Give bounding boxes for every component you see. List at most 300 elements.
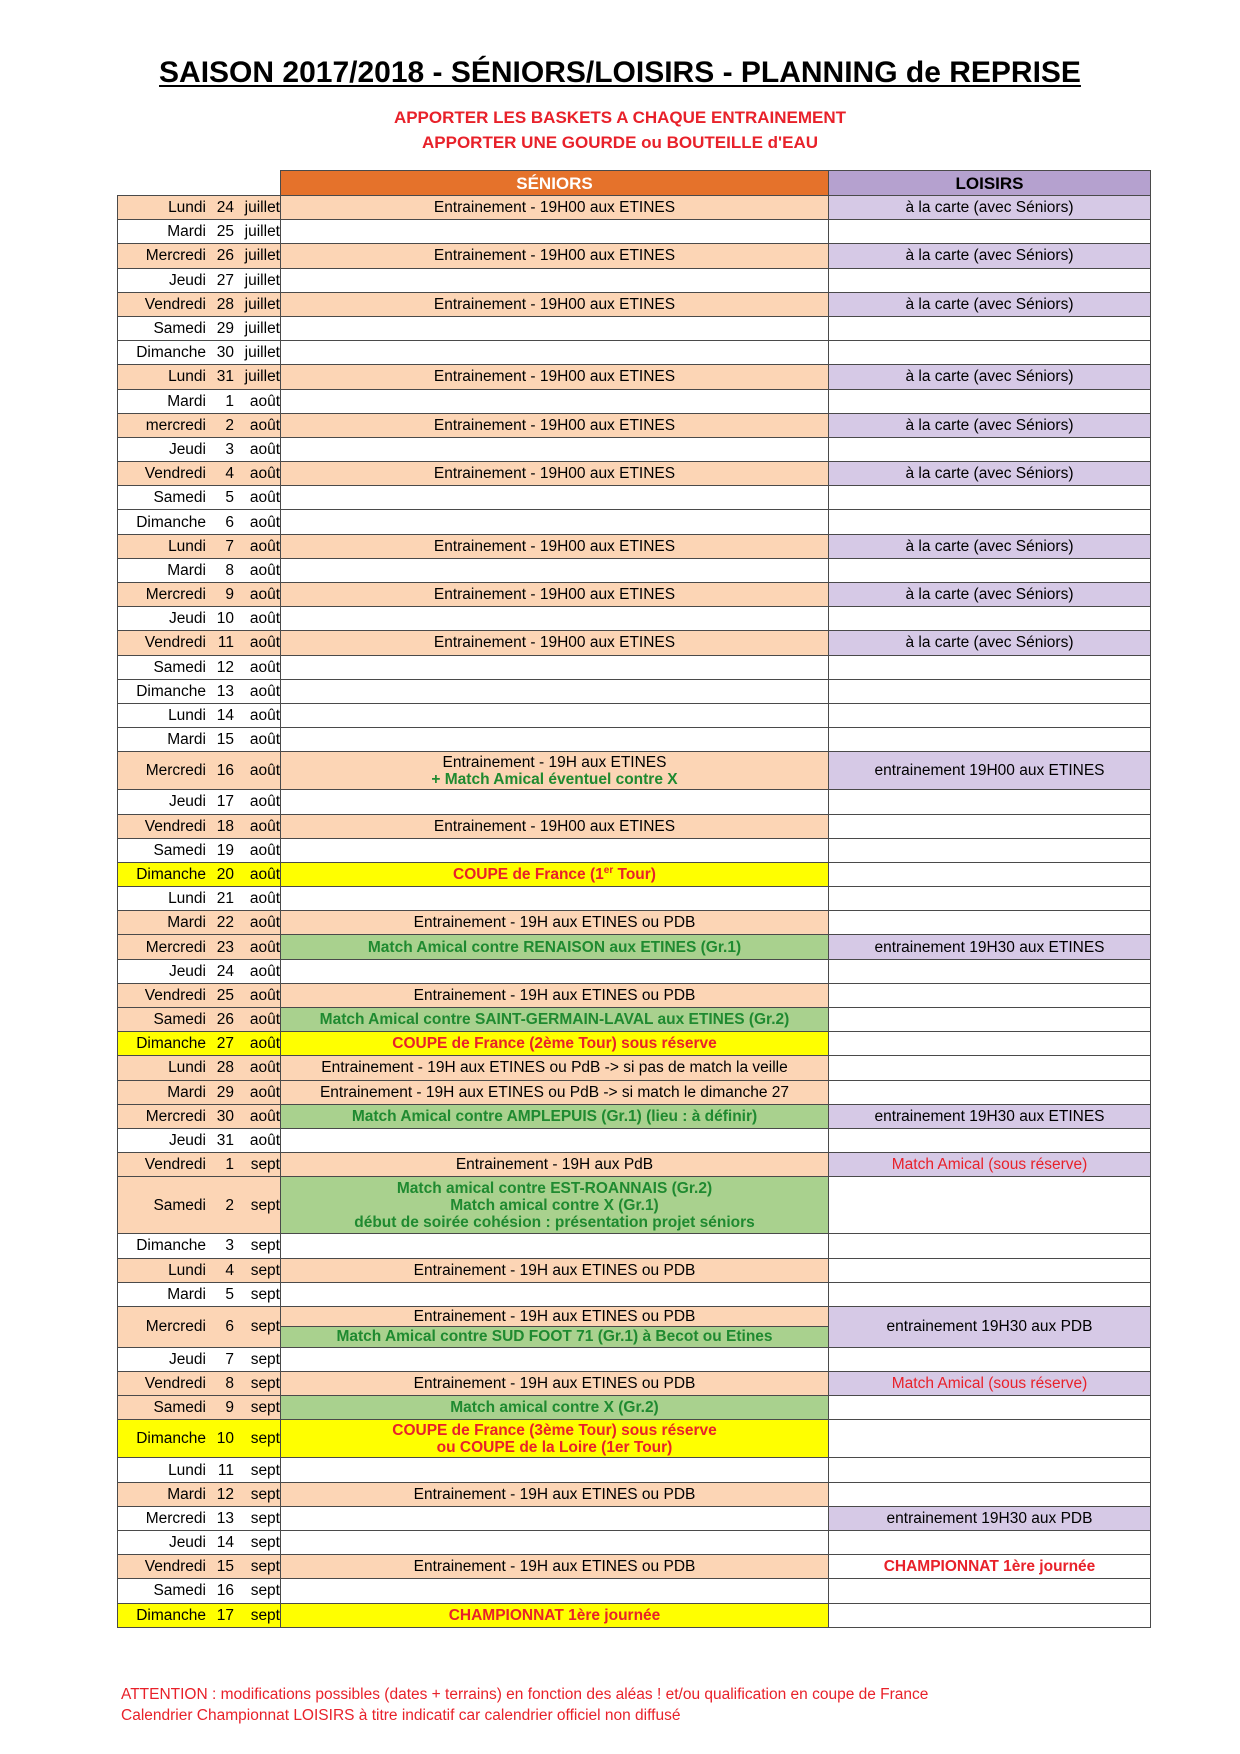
loisirs-cell bbox=[829, 462, 1151, 486]
date-cell bbox=[118, 911, 281, 935]
seniors-activity bbox=[281, 1059, 828, 1076]
table-row bbox=[118, 1420, 1151, 1458]
date-cell bbox=[118, 292, 281, 316]
seniors-cell bbox=[281, 983, 829, 1007]
month-name: juillet bbox=[244, 247, 280, 265]
date-cell bbox=[118, 1531, 281, 1555]
seniors-cell bbox=[281, 1420, 829, 1458]
table-row bbox=[118, 679, 1151, 703]
date-cell bbox=[118, 1153, 281, 1177]
seniors-cell bbox=[281, 220, 829, 244]
day-number: 9 bbox=[225, 586, 234, 604]
table-row bbox=[118, 1128, 1151, 1152]
loisirs-activity: à la carte (avec Séniors) bbox=[905, 295, 1074, 313]
day-number: 26 bbox=[216, 1011, 234, 1029]
seniors-activity-text: Entrainement - 19H00 aux ETINES bbox=[433, 465, 676, 483]
footer-notes bbox=[121, 1684, 928, 1726]
day-number: 14 bbox=[216, 1534, 234, 1552]
loisirs-cell bbox=[829, 1080, 1151, 1104]
seniors-cell bbox=[281, 365, 829, 389]
seniors-activity bbox=[281, 1156, 828, 1173]
date-cell bbox=[118, 316, 281, 340]
date-cell bbox=[118, 1234, 281, 1258]
loisirs-cell bbox=[829, 413, 1151, 437]
seniors-cell bbox=[281, 1056, 829, 1080]
date-cell bbox=[118, 814, 281, 838]
day-name: Mardi bbox=[167, 1083, 206, 1101]
seniors-activity bbox=[281, 1399, 828, 1416]
note-baskets: APPORTER LES BASKETS A CHAQUE ENTRAINEMENT bbox=[393, 108, 847, 127]
month-name: août bbox=[249, 962, 280, 980]
day-name: Jeudi bbox=[168, 962, 206, 980]
month-name: sept bbox=[250, 1318, 280, 1336]
seniors-activity bbox=[281, 771, 828, 788]
day-name: Lundi bbox=[168, 707, 206, 725]
table-row bbox=[118, 1306, 1151, 1347]
seniors-cell bbox=[281, 1482, 829, 1506]
table-row bbox=[118, 341, 1151, 365]
seniors-cell bbox=[281, 341, 829, 365]
table-row bbox=[118, 814, 1151, 838]
seniors-cell bbox=[281, 862, 829, 886]
table-row bbox=[118, 1282, 1151, 1306]
date-cell bbox=[118, 1080, 281, 1104]
seniors-activity bbox=[281, 1108, 828, 1125]
date-cell bbox=[118, 341, 281, 365]
footer-disclaimer: Calendrier Championnat LOISIRS à titre indicatif car calendrier officiel non diffusé bbox=[121, 1707, 681, 1724]
day-number: 15 bbox=[216, 731, 234, 749]
day-number: 19 bbox=[216, 841, 234, 859]
seniors-activity bbox=[281, 1375, 828, 1392]
seniors-activity-text: Entrainement - 19H aux ETINES ou PDB bbox=[413, 1485, 696, 1503]
seniors-activity-text: Entrainement - 19H00 aux ETINES bbox=[433, 368, 676, 386]
day-name: Samedi bbox=[153, 320, 206, 338]
day-name: Mercredi bbox=[145, 1107, 206, 1125]
seniors-cell bbox=[281, 1008, 829, 1032]
day-number: 17 bbox=[216, 1606, 234, 1624]
loisirs-cell bbox=[829, 292, 1151, 316]
month-name: août bbox=[249, 1035, 280, 1053]
seniors-activity: Match Amical contre SUD FOOT 71 (Gr.1) à Becot ou Etines bbox=[281, 1327, 828, 1347]
table-row bbox=[118, 1032, 1151, 1056]
month-name: août bbox=[249, 586, 280, 604]
day-number: 11 bbox=[217, 634, 234, 652]
loisirs-cell bbox=[829, 1032, 1151, 1056]
loisirs-cell bbox=[829, 1153, 1151, 1177]
table-row bbox=[118, 1603, 1151, 1627]
day-name: Samedi bbox=[153, 841, 206, 859]
day-number: 23 bbox=[216, 938, 234, 956]
date-cell bbox=[118, 631, 281, 655]
loisirs-cell bbox=[829, 1234, 1151, 1258]
table-row bbox=[118, 1234, 1151, 1258]
table-row bbox=[118, 1347, 1151, 1371]
seniors-cell bbox=[281, 268, 829, 292]
seniors-cell bbox=[281, 607, 829, 631]
table-row bbox=[118, 862, 1151, 886]
day-number: 16 bbox=[216, 762, 234, 780]
day-number: 8 bbox=[225, 561, 234, 579]
day-name: Jeudi bbox=[168, 440, 206, 458]
day-number: 30 bbox=[216, 344, 234, 362]
month-name: sept bbox=[250, 1375, 280, 1393]
day-number: 14 bbox=[216, 707, 234, 725]
seniors-activity-text: Entrainement - 19H aux ETINES ou PdB -> si pas de match la veille bbox=[321, 1059, 788, 1077]
date-cell bbox=[118, 838, 281, 862]
date-cell bbox=[118, 1258, 281, 1282]
day-name: Lundi bbox=[168, 368, 206, 386]
date-cell bbox=[118, 1555, 281, 1579]
month-name: août bbox=[249, 634, 280, 652]
month-name: août bbox=[249, 1011, 280, 1029]
seniors-activity-text: Match amical contre X (Gr.2) bbox=[450, 1399, 659, 1417]
loisirs-activity: entrainement 19H30 aux PDB bbox=[886, 1509, 1093, 1527]
loisirs-cell bbox=[829, 703, 1151, 727]
table-row bbox=[118, 887, 1151, 911]
loisirs-cell bbox=[829, 935, 1151, 959]
loisirs-cell bbox=[829, 220, 1151, 244]
seniors-cell bbox=[281, 1258, 829, 1282]
date-cell bbox=[118, 389, 281, 413]
table-row bbox=[118, 983, 1151, 1007]
seniors-cell bbox=[281, 462, 829, 486]
seniors-cell bbox=[281, 244, 829, 268]
loisirs-cell bbox=[829, 389, 1151, 413]
table-row bbox=[118, 655, 1151, 679]
month-name: août bbox=[249, 1083, 280, 1101]
day-number: 10 bbox=[216, 1430, 234, 1448]
header-loisirs: LOISIRS bbox=[829, 171, 1151, 196]
seniors-cell bbox=[281, 534, 829, 558]
schedule-body bbox=[118, 196, 1151, 1628]
month-name: juillet bbox=[244, 368, 280, 386]
month-name: sept bbox=[250, 1430, 280, 1448]
day-number: 2 bbox=[225, 1196, 234, 1214]
month-name: août bbox=[249, 513, 280, 531]
seniors-cell bbox=[281, 1458, 829, 1482]
loisirs-cell bbox=[829, 983, 1151, 1007]
date-cell bbox=[118, 679, 281, 703]
seniors-activity-text: + Match Amical éventuel contre X bbox=[431, 770, 678, 788]
seniors-activity-text: Entrainement - 19H00 aux ETINES bbox=[433, 586, 676, 604]
loisirs-cell bbox=[829, 911, 1151, 935]
day-name: Samedi bbox=[153, 1582, 206, 1600]
seniors-activity bbox=[281, 586, 828, 603]
seniors-activity-text: Entrainement - 19H00 aux ETINES bbox=[433, 537, 676, 555]
date-cell bbox=[118, 1420, 281, 1458]
seniors-cell bbox=[281, 510, 829, 534]
day-name: Vendredi bbox=[144, 1156, 206, 1174]
table-row bbox=[118, 607, 1151, 631]
seniors-activity-text: COUPE de France (2ème Tour) sous réserve bbox=[392, 1035, 717, 1053]
day-number: 31 bbox=[216, 1132, 234, 1150]
seniors-activity-text: CHAMPIONNAT 1ère journée bbox=[448, 1606, 661, 1624]
month-name: juillet bbox=[244, 199, 280, 217]
day-name: Vendredi bbox=[144, 1375, 206, 1393]
table-row bbox=[118, 1008, 1151, 1032]
month-name: sept bbox=[250, 1461, 280, 1479]
day-number: 3 bbox=[225, 440, 234, 458]
loisirs-cell bbox=[829, 1482, 1151, 1506]
loisirs-cell bbox=[829, 1306, 1151, 1347]
loisirs-cell bbox=[829, 887, 1151, 911]
month-name: sept bbox=[250, 1485, 280, 1503]
month-name: juillet bbox=[244, 344, 280, 362]
day-name: Samedi bbox=[153, 489, 206, 507]
month-name: août bbox=[249, 416, 280, 434]
day-number: 10 bbox=[216, 610, 234, 628]
seniors-activity bbox=[281, 1214, 828, 1231]
seniors-cell bbox=[281, 437, 829, 461]
day-number: 9 bbox=[225, 1399, 234, 1417]
loisirs-cell bbox=[829, 752, 1151, 790]
loisirs-activity: à la carte (avec Séniors) bbox=[905, 537, 1074, 555]
day-number: 2 bbox=[225, 416, 234, 434]
loisirs-cell bbox=[829, 1008, 1151, 1032]
seniors-activity bbox=[281, 1558, 828, 1575]
date-cell bbox=[118, 790, 281, 814]
date-cell bbox=[118, 1579, 281, 1603]
date-cell bbox=[118, 1282, 281, 1306]
date-cell bbox=[118, 268, 281, 292]
date-cell bbox=[118, 413, 281, 437]
table-row bbox=[118, 583, 1151, 607]
loisirs-cell bbox=[829, 583, 1151, 607]
table-row bbox=[118, 558, 1151, 582]
date-cell bbox=[118, 752, 281, 790]
seniors-activity-text: Entrainement - 19H aux ETINES ou PDB bbox=[413, 914, 696, 932]
seniors-activity-text: Entrainement - 19H aux ETINES ou PdB -> si match le dimanche 27 bbox=[319, 1083, 790, 1101]
date-cell bbox=[118, 583, 281, 607]
seniors-cell bbox=[281, 814, 829, 838]
day-number: 27 bbox=[216, 271, 234, 289]
month-name: août bbox=[249, 914, 280, 932]
day-name: Mardi bbox=[167, 223, 206, 241]
loisirs-activity: à la carte (avec Séniors) bbox=[905, 368, 1074, 386]
loisirs-cell bbox=[829, 316, 1151, 340]
date-cell bbox=[118, 1396, 281, 1420]
seniors-activity-text: Entrainement - 19H aux ETINES ou PDB bbox=[413, 1558, 696, 1576]
table-row bbox=[118, 268, 1151, 292]
month-name: août bbox=[249, 986, 280, 1004]
day-name: Lundi bbox=[168, 1059, 206, 1077]
day-number: 28 bbox=[216, 295, 234, 313]
day-name: Vendredi bbox=[144, 986, 206, 1004]
table-row bbox=[118, 1531, 1151, 1555]
month-name: août bbox=[249, 658, 280, 676]
day-name: Jeudi bbox=[168, 610, 206, 628]
seniors-activity bbox=[281, 939, 828, 956]
table-row bbox=[118, 935, 1151, 959]
day-name: Mardi bbox=[167, 1485, 206, 1503]
seniors-activity bbox=[281, 1439, 828, 1456]
day-number: 27 bbox=[216, 1035, 234, 1053]
seniors-activity bbox=[281, 465, 828, 482]
seniors-activity bbox=[281, 1262, 828, 1279]
loisirs-cell bbox=[829, 607, 1151, 631]
loisirs-cell bbox=[829, 510, 1151, 534]
seniors-activity: Entrainement - 19H aux ETINES ou PDB bbox=[281, 1307, 828, 1327]
day-name: Mardi bbox=[167, 392, 206, 410]
table-row bbox=[118, 437, 1151, 461]
month-name: août bbox=[249, 489, 280, 507]
seniors-activity-text: COUPE de France (1 bbox=[453, 865, 604, 883]
seniors-cell bbox=[281, 631, 829, 655]
day-name: Vendredi bbox=[144, 817, 206, 835]
day-name: Vendredi bbox=[144, 634, 206, 652]
day-name: Mercredi bbox=[145, 247, 206, 265]
table-row bbox=[118, 1056, 1151, 1080]
table-row bbox=[118, 838, 1151, 862]
day-number: 13 bbox=[216, 682, 234, 700]
date-cell bbox=[118, 1506, 281, 1530]
day-name: Mercredi bbox=[145, 1509, 206, 1527]
day-name: Mardi bbox=[167, 731, 206, 749]
loisirs-cell bbox=[829, 1177, 1151, 1234]
loisirs-cell bbox=[829, 1347, 1151, 1371]
table-row bbox=[118, 1555, 1151, 1579]
date-cell bbox=[118, 196, 281, 220]
table-row bbox=[118, 196, 1151, 220]
seniors-cell bbox=[281, 486, 829, 510]
loisirs-cell bbox=[829, 1579, 1151, 1603]
month-name: sept bbox=[250, 1606, 280, 1624]
seniors-activity-text: Entrainement - 19H aux ETINES bbox=[442, 753, 667, 771]
loisirs-cell bbox=[829, 1104, 1151, 1128]
month-name: août bbox=[249, 1132, 280, 1150]
day-name: Lundi bbox=[168, 1261, 206, 1279]
day-number: 5 bbox=[225, 489, 234, 507]
seniors-cell bbox=[281, 292, 829, 316]
loisirs-cell bbox=[829, 728, 1151, 752]
day-name: Mercredi bbox=[145, 762, 206, 780]
seniors-cell bbox=[281, 1234, 829, 1258]
day-number: 7 bbox=[225, 537, 234, 555]
day-name: Jeudi bbox=[168, 1132, 206, 1150]
loisirs-cell bbox=[829, 486, 1151, 510]
loisirs-cell bbox=[829, 365, 1151, 389]
day-name: Mardi bbox=[167, 1285, 206, 1303]
page-title-text: SAISON 2017/2018 - SÉNIORS/LOISIRS - PLANNING de REPRISE bbox=[159, 56, 1081, 89]
day-name: Dimanche bbox=[136, 682, 206, 700]
seniors-activity-text: Entrainement - 19H00 aux ETINES bbox=[433, 247, 676, 265]
date-cell bbox=[118, 655, 281, 679]
day-number: 31 bbox=[216, 368, 234, 386]
month-name: sept bbox=[250, 1350, 280, 1368]
table-row bbox=[118, 728, 1151, 752]
date-cell bbox=[118, 959, 281, 983]
month-name: sept bbox=[250, 1237, 280, 1255]
day-number: 17 bbox=[216, 793, 234, 811]
seniors-cell bbox=[281, 1177, 829, 1234]
table-row bbox=[118, 1153, 1151, 1177]
month-name: août bbox=[249, 610, 280, 628]
month-name: août bbox=[249, 762, 280, 780]
date-cell bbox=[118, 365, 281, 389]
table-row bbox=[118, 1396, 1151, 1420]
date-cell bbox=[118, 1306, 281, 1347]
header-corner bbox=[118, 171, 281, 196]
day-number: 3 bbox=[225, 1237, 234, 1255]
month-name: sept bbox=[250, 1509, 280, 1527]
day-name: Jeudi bbox=[168, 1350, 206, 1368]
loisirs-cell bbox=[829, 268, 1151, 292]
table-row bbox=[118, 752, 1151, 790]
loisirs-cell bbox=[829, 1555, 1151, 1579]
day-number: 26 bbox=[216, 247, 234, 265]
day-name: Jeudi bbox=[168, 1534, 206, 1552]
month-name: août bbox=[249, 890, 280, 908]
seniors-cell bbox=[281, 911, 829, 935]
loisirs-activity: à la carte (avec Séniors) bbox=[905, 416, 1074, 434]
date-cell bbox=[118, 1177, 281, 1234]
day-name: mercredi bbox=[145, 416, 206, 434]
date-cell bbox=[118, 558, 281, 582]
day-number: 4 bbox=[225, 465, 234, 483]
seniors-cell bbox=[281, 558, 829, 582]
loisirs-cell bbox=[829, 1396, 1151, 1420]
seniors-activity-text: COUPE de France (3ème Tour) sous réserve bbox=[392, 1421, 717, 1439]
month-name: août bbox=[249, 731, 280, 749]
date-cell bbox=[118, 607, 281, 631]
loisirs-cell bbox=[829, 1458, 1151, 1482]
loisirs-cell bbox=[829, 341, 1151, 365]
month-name: août bbox=[249, 682, 280, 700]
day-number: 6 bbox=[225, 513, 234, 531]
seniors-activity-text: Entrainement - 19H aux ETINES ou PDB bbox=[413, 1261, 696, 1279]
month-name: août bbox=[249, 561, 280, 579]
table-row bbox=[118, 911, 1151, 935]
day-number: 24 bbox=[216, 199, 234, 217]
date-cell bbox=[118, 1128, 281, 1152]
month-name: sept bbox=[250, 1285, 280, 1303]
loisirs-cell bbox=[829, 838, 1151, 862]
day-name: Mardi bbox=[167, 561, 206, 579]
seniors-cell bbox=[281, 1396, 829, 1420]
date-cell bbox=[118, 1347, 281, 1371]
day-name: Dimanche bbox=[136, 1035, 206, 1053]
table-row bbox=[118, 703, 1151, 727]
seniors-activity bbox=[281, 1607, 828, 1624]
month-name: août bbox=[249, 440, 280, 458]
loisirs-cell bbox=[829, 631, 1151, 655]
month-name: juillet bbox=[244, 271, 280, 289]
day-number: 5 bbox=[225, 1285, 234, 1303]
seniors-cell bbox=[281, 752, 829, 790]
day-number: 30 bbox=[216, 1107, 234, 1125]
loisirs-cell bbox=[829, 959, 1151, 983]
day-number: 25 bbox=[216, 986, 234, 1004]
table-row bbox=[118, 790, 1151, 814]
month-name: juillet bbox=[244, 295, 280, 313]
seniors-activity-text: Entrainement - 19H aux ETINES ou PDB bbox=[413, 1375, 696, 1393]
month-name: juillet bbox=[244, 223, 280, 241]
seniors-activity bbox=[281, 818, 828, 835]
loisirs-activity: à la carte (avec Séniors) bbox=[905, 634, 1074, 652]
page-title bbox=[0, 56, 1240, 90]
loisirs-cell bbox=[829, 862, 1151, 886]
seniors-cell bbox=[281, 1579, 829, 1603]
seniors-activity-text: Entrainement - 19H00 aux ETINES bbox=[433, 295, 676, 313]
loisirs-cell bbox=[829, 1372, 1151, 1396]
day-number: 24 bbox=[216, 962, 234, 980]
loisirs-activity: à la carte (avec Séniors) bbox=[905, 199, 1074, 217]
loisirs-activity: entrainement 19H30 aux PDB bbox=[886, 1318, 1093, 1336]
seniors-activity-text: Entrainement - 19H00 aux ETINES bbox=[433, 634, 676, 652]
day-number: 22 bbox=[216, 914, 234, 932]
date-cell bbox=[118, 220, 281, 244]
loisirs-activity: à la carte (avec Séniors) bbox=[905, 465, 1074, 483]
